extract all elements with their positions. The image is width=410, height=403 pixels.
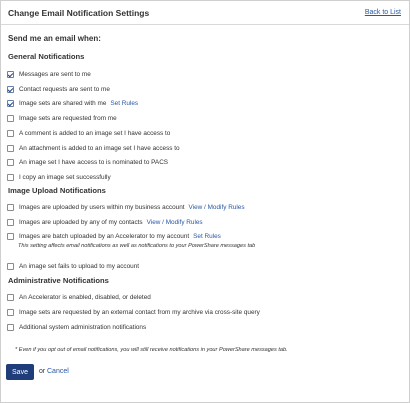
checkbox-label: Additional system administration notifications xyxy=(19,323,147,331)
set-rules-link[interactable]: Set Rules xyxy=(193,232,221,240)
back-to-list-link[interactable]: Back to List xyxy=(364,9,401,16)
checkbox[interactable] xyxy=(7,174,14,181)
checkbox-label: An image set I have access to is nominated to PACS xyxy=(19,158,169,166)
general-item-contact-requests[interactable] xyxy=(7,84,110,94)
panel-header xyxy=(1,1,409,25)
general-notifications-heading: General Notifications xyxy=(8,52,85,61)
checkbox-label: Messages are sent to me xyxy=(19,70,91,78)
checkbox-label: An attachment is added to an image set I have access to xyxy=(19,144,180,152)
checkbox[interactable] xyxy=(7,115,14,122)
checkbox[interactable] xyxy=(7,86,14,93)
checkbox-label: Images are uploaded by any of my contacts xyxy=(19,218,143,226)
view-modify-rules-link[interactable]: View / Modify Rules xyxy=(146,218,203,226)
checkbox[interactable] xyxy=(7,309,14,316)
checkbox-label: Images are uploaded by users within my business account xyxy=(19,203,185,211)
save-button[interactable]: Save xyxy=(6,364,34,380)
checkbox-label: Image sets are requested from me xyxy=(19,114,117,122)
checkbox[interactable] xyxy=(7,219,14,226)
general-item-messages[interactable] xyxy=(7,69,91,79)
general-item-attachment-added[interactable] xyxy=(7,143,180,153)
general-item-copy-success[interactable] xyxy=(7,172,111,182)
set-rules-link[interactable]: Set Rules xyxy=(110,99,139,107)
checkbox[interactable] xyxy=(7,130,14,137)
checkbox[interactable] xyxy=(7,71,14,78)
checkbox[interactable] xyxy=(7,100,14,107)
cancel-link[interactable]: Cancel xyxy=(47,368,69,375)
view-modify-rules-link[interactable]: View / Modify Rules xyxy=(188,203,245,211)
checkbox-label: Image sets are requested by an external contact from my archive via cross-site query xyxy=(19,308,260,316)
upload-item-business-account[interactable] xyxy=(7,202,245,212)
checkbox-label: An image set fails to upload to my account xyxy=(19,262,140,270)
checkbox[interactable] xyxy=(7,204,14,211)
admin-notifications-heading: Administrative Notifications xyxy=(8,276,109,285)
page-title: Change Email Notification Settings xyxy=(8,8,150,18)
checkbox-label: Contact requests are sent to me xyxy=(19,85,110,93)
checkbox[interactable] xyxy=(7,233,14,240)
or-text: or xyxy=(39,368,46,375)
checkbox[interactable] xyxy=(7,145,14,152)
checkbox-label: An Accelerator is enabled, disabled, or deleted xyxy=(19,293,151,301)
checkbox[interactable] xyxy=(7,294,14,301)
checkbox-label: I copy an image set successfully xyxy=(19,173,111,181)
general-item-nominated-pacs[interactable] xyxy=(7,157,168,167)
upload-item-contacts[interactable] xyxy=(7,217,203,227)
upload-item-batch-accelerator[interactable] xyxy=(7,231,221,241)
checkbox-label: Images are batch uploaded by an Accelerator to my account xyxy=(19,232,190,240)
checkbox[interactable] xyxy=(7,263,14,270)
general-item-image-sets-shared[interactable] xyxy=(7,98,138,108)
checkbox[interactable] xyxy=(7,159,14,166)
admin-item-accelerator-status[interactable] xyxy=(7,292,151,302)
admin-item-additional[interactable] xyxy=(7,322,146,332)
upload-notifications-heading: Image Upload Notifications xyxy=(8,186,106,195)
footnote: * Even if you opt out of email notifications, you will still receive notifications in your PowerShare messages tab. xyxy=(15,347,288,353)
admin-item-cross-site-query[interactable] xyxy=(7,307,260,317)
upload-item-fails[interactable] xyxy=(7,261,139,271)
checkbox-label: Image sets are shared with me xyxy=(19,99,107,107)
general-item-comment-added[interactable] xyxy=(7,128,170,138)
batch-upload-note: This setting affects email notifications as well as notifications to your PowerShare messages tab xyxy=(18,243,256,249)
checkbox[interactable] xyxy=(7,324,14,331)
checkbox-label: A comment is added to an image set I have access to xyxy=(19,129,171,137)
intro-text: Send me an email when: xyxy=(8,34,101,43)
general-item-image-sets-requested[interactable] xyxy=(7,113,117,123)
